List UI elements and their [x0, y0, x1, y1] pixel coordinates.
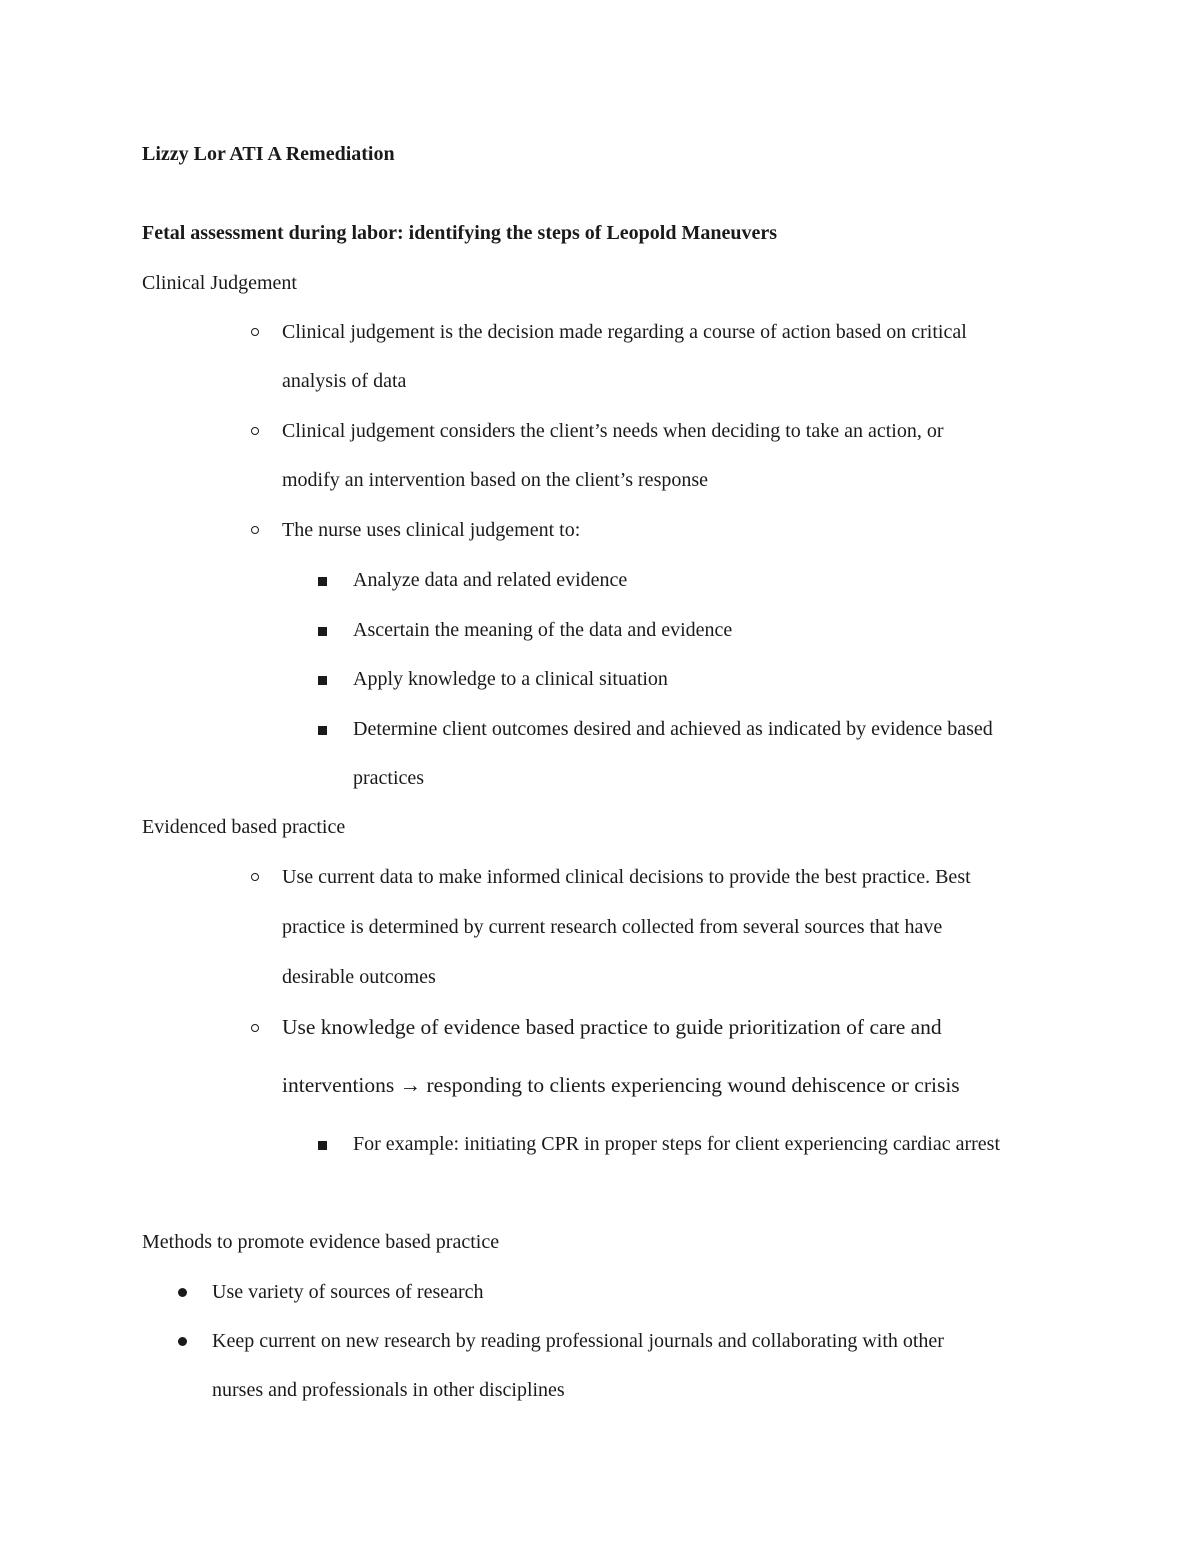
hollow-circle-bullet-icon: [251, 873, 259, 881]
list-item-text: Use current data to make informed clinical decisions to provide the best practice. Best: [282, 866, 971, 888]
list-item-text: Clinical judgement considers the client’s needs when deciding to take an action, or: [282, 420, 944, 442]
square-bullet-icon: [318, 676, 327, 685]
sublist-item-text: Apply knowledge to a clinical situation: [353, 668, 668, 690]
hollow-circle-bullet-icon: [251, 526, 259, 534]
filled-circle-bullet-icon: [178, 1337, 187, 1346]
square-bullet-icon: [318, 627, 327, 636]
section-heading-clinical-judgement: Clinical Judgement: [142, 272, 297, 294]
list-item-text: The nurse uses clinical judgement to:: [282, 519, 581, 541]
sublist-item-text: Analyze data and related evidence: [353, 569, 628, 591]
sublist-item-text: practices: [353, 767, 425, 789]
sublist-item-text: Determine client outcomes desired and achieved as indicated by evidence based: [353, 718, 993, 740]
sublist-item-text: Ascertain the meaning of the data and evidence: [353, 619, 733, 641]
list-item-text: Use variety of sources of research: [212, 1281, 484, 1303]
section-heading-evidence-based-practice: Evidenced based practice: [142, 816, 346, 838]
hollow-circle-bullet-icon: [251, 427, 259, 435]
list-item-text: Clinical judgement is the decision made regarding a course of action based on critical: [282, 321, 967, 343]
filled-circle-bullet-icon: [178, 1288, 187, 1297]
sublist-item-text: For example: initiating CPR in proper steps for client experiencing cardiac arrest: [353, 1133, 1001, 1155]
square-bullet-icon: [318, 577, 327, 586]
square-bullet-icon: [318, 1141, 327, 1150]
list-item-text: interventions → responding to clients experiencing wound dehiscence or crisis: [282, 1073, 960, 1097]
document-title: Lizzy Lor ATI A Remediation: [142, 143, 395, 165]
list-item-text: analysis of data: [282, 370, 407, 392]
list-item-text: Use knowledge of evidence based practice to guide prioritization of care and: [282, 1015, 942, 1039]
hollow-circle-bullet-icon: [251, 328, 259, 336]
hollow-circle-bullet-icon: [251, 1024, 259, 1032]
list-item-text: modify an intervention based on the client’s response: [282, 469, 709, 491]
section-heading-methods: Methods to promote evidence based practice: [142, 1231, 500, 1253]
list-item-text: nurses and professionals in other disciplines: [212, 1379, 565, 1401]
list-item-text: practice is determined by current research collected from several sources that have: [282, 916, 943, 938]
list-item-text: desirable outcomes: [282, 966, 436, 988]
topic-heading: Fetal assessment during labor: identifying the steps of Leopold Maneuvers: [142, 222, 777, 244]
list-item-text: Keep current on new research by reading professional journals and collaborating with other: [212, 1330, 944, 1352]
square-bullet-icon: [318, 726, 327, 735]
